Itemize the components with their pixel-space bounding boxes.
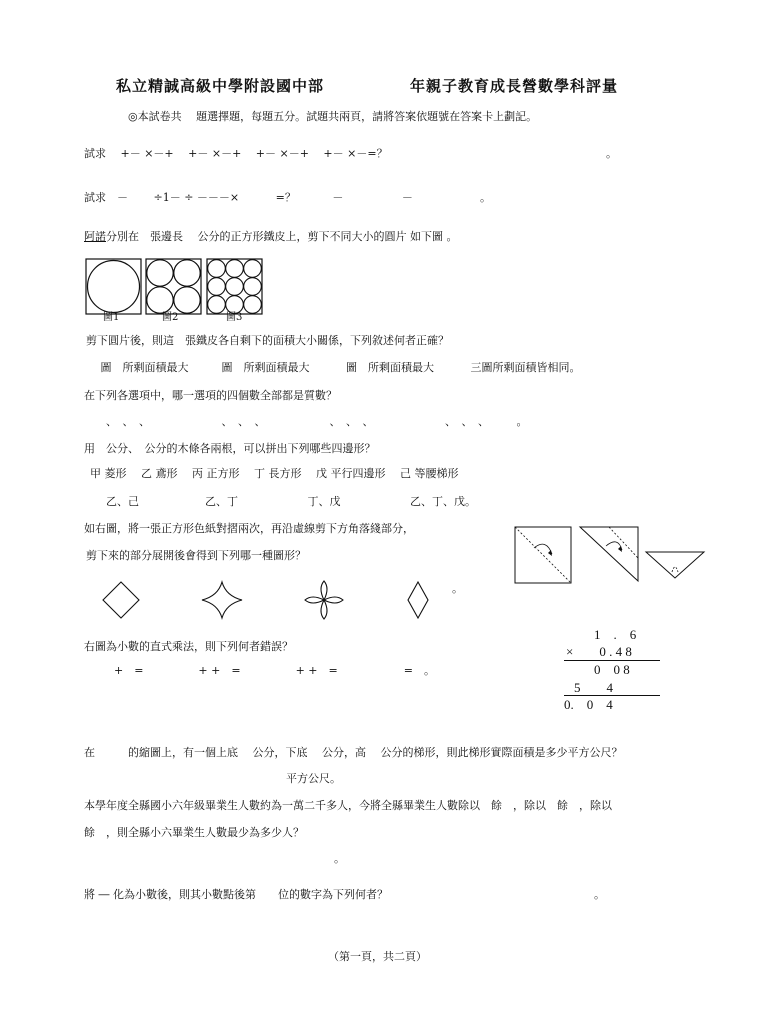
calc-row2: × 0 . 4 8 (566, 644, 632, 659)
q3-options: 圖 所剩面積最大 圖 所剩面積最大 圖 所剩面積最大 三圖所剩面積皆相同。 (86, 361, 581, 374)
fig1-circle (88, 261, 140, 313)
fig1-label: 圖1 (103, 312, 120, 323)
q1-trail: 。 (606, 147, 617, 160)
fold-square (515, 527, 571, 583)
camp-title: 年親子教育成長營數學科評量 (410, 77, 619, 95)
q5-shapes: 甲 菱形 乙 鳶形 丙 正方形 丁 長方形 戊 平行四邊形 己 等腰梯形 (90, 467, 459, 480)
q9-line2: 餘 ，則全縣小六畢業生人數最少為多少人？ (84, 826, 304, 839)
q9-line1: 本學年度全縣國小六年級畢業生人數約為一萬二千多人，今將全縣畢業生人數除以 餘 ，除以 餘 ，除以 (84, 799, 612, 812)
fig2-square (146, 259, 201, 314)
fig3-label: 圖3 (226, 312, 243, 323)
fig2-label: 圖2 (162, 312, 179, 323)
q3-question: 剪下圓片後，則這 張鐵皮各自剩下的面積大小關係，下列敘述何者正確？ (86, 334, 449, 347)
q3-text (84, 230, 458, 244)
q5-options: 乙、己 乙、丁 丁、戊 乙、丁、戊。 (106, 495, 476, 508)
q6-folding-figure (514, 526, 714, 586)
calc-row3: 0 0 8 (594, 662, 630, 677)
option-diamond-shape (103, 582, 139, 618)
q9-trail: 。 (334, 852, 345, 865)
fig3-square (207, 259, 262, 314)
option-star-shape (202, 582, 242, 618)
calc-rule-2 (564, 695, 660, 696)
school-name: 私立精誠高級中學附設國中部 (116, 77, 325, 95)
q2-text: 試求 － ÷1－ ÷ －－－× =？ － － (84, 191, 413, 204)
folded-small-triangle (646, 552, 704, 578)
calc-rule-1 (564, 660, 660, 661)
calc-row1: 1 . 6 (594, 627, 637, 642)
option-flower-shape (305, 581, 343, 619)
q2-trail: 。 (480, 191, 491, 204)
q7-calc (560, 626, 670, 716)
q8-text: 在 的縮圖上，有一個上底 公分，下底 公分，高 公分的梯形，則此梯形實際面積是多少平方公尺？ (84, 746, 623, 759)
fig1-square (86, 259, 141, 314)
q6-line2: 剪下來的部分展開後會得到下列哪一種圖形？ (86, 549, 306, 562)
calc-row5: 0. 0 4 (564, 697, 613, 712)
q5-text: 用 公分、 公分的木條各兩根，可以拼出下列哪些四邊形？ (84, 442, 376, 455)
q3-name: 阿諾 (84, 230, 106, 243)
q6-option-shapes (102, 580, 442, 624)
q1-text: 試求 +－ ×－+ +－ ×－+ +－ ×－+ +－ ×－=？ (84, 147, 388, 160)
calc-row4: 5 4 (574, 680, 614, 695)
q4-options: 、 、 、 、 、 、 、 、 、 、 、 、 。 (84, 415, 528, 428)
q7-text: 右圖為小數的直式乘法，則下列何者錯誤？ (84, 640, 293, 653)
q10-trail: 。 (594, 888, 605, 901)
option-rhombus-shape (408, 582, 428, 618)
q7-options: + = + + = + + = = 。 (114, 664, 435, 677)
q3-body: 分別在 張邊長 公分的正方形鐵皮上，剪下不同大小的圓片 如下圖 。 (106, 230, 458, 243)
fig3-circles (208, 260, 262, 314)
q6-line1: 如右圖，將一張正方形色紙對摺兩次，再沿虛線剪下方角落綫部分， (84, 522, 414, 535)
q4-text: 在下列各選項中，哪一選項的四個數全部都是質數？ (84, 389, 337, 402)
fold-triangle (580, 527, 638, 581)
instruction: ◎本試卷共 題選擇題，每題五分。試題共兩頁，請將答案依題號在答案卡上劃記。 (128, 110, 538, 123)
q8-answer: 平方公尺。 (286, 772, 341, 785)
q6-trail: 。 (452, 582, 463, 595)
page-footer: （第一頁，共二頁） (328, 950, 427, 963)
q10-text: 將 ― 化為小數後，則其小數點後第 位的數字為下列何者？ (84, 888, 388, 901)
fig2-circles (147, 260, 200, 313)
